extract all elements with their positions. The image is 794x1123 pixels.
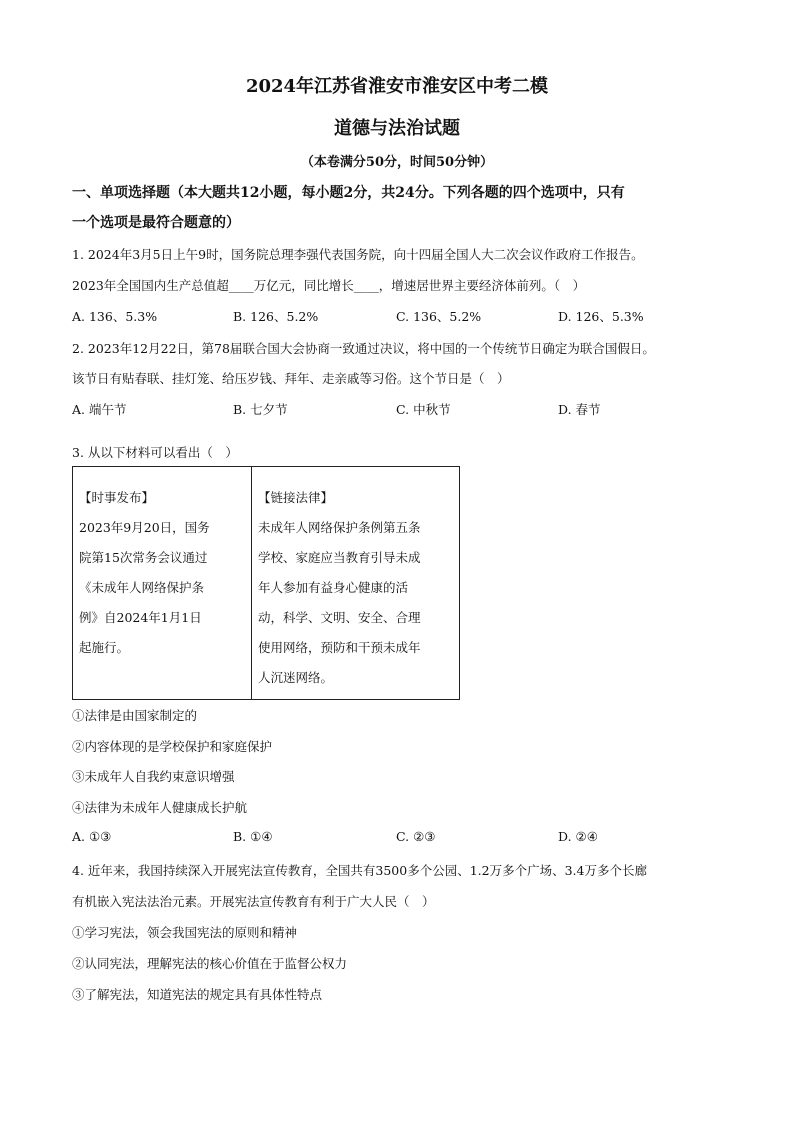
q1-stem-line2: 2023年全国国内生产总值超____万亿元，同比增长____，增速居世界主要经济体前列。（ ）	[72, 278, 586, 293]
q3-option-a: A. ①③	[72, 829, 112, 844]
q3-news-line: 起施行。	[79, 640, 130, 655]
q3-news-line: 例》自2024年1月1日	[79, 610, 202, 625]
exam-note: （本卷满分50分，时间50分钟）	[300, 155, 494, 170]
q3-law-line: 动，科学、文明、安全、合理	[258, 610, 421, 625]
q2-stem-line2: 该节日有贴春联、挂灯笼、给压岁钱、拜年、走亲戚等习俗。这个节日是（ ）	[72, 371, 510, 386]
q4-stem-line2: 有机嵌入宪法法治元素。开展宪法宣传教育有利于广大人民（ ）	[72, 894, 435, 909]
q3-statement-4: ④法律为未成年人健康成长护航	[72, 800, 248, 815]
exam-title: 2024年江苏省淮安市淮安区中考二模	[245, 76, 549, 97]
q3-law-line: 学校、家庭应当教育引导未成	[258, 550, 421, 565]
q3-material-table	[72, 466, 460, 700]
q3-law-line: 人沉迷网络。	[258, 670, 334, 685]
section1-heading-line2: 一个选项是最符合题意的）	[72, 215, 240, 231]
q1-option-b: B. 126、5.2%	[233, 309, 319, 324]
q2-option-a: A. 端午节	[72, 402, 127, 417]
q2-option-b: B. 七夕节	[233, 402, 288, 417]
q4-stem-line1: 4. 近年来，我国持续深入开展宪法宣传教育，全国共有3500多个公园、1.2万多个广场、3.4万多个长廊	[72, 863, 647, 878]
q4-statement-2: ②认同宪法，理解宪法的核心价值在于监督公权力	[72, 956, 348, 971]
q3-news-line: 《未成年人网络保护条	[79, 580, 205, 595]
q3-law-line: 未成年人网络保护条例第五条	[258, 520, 421, 535]
q3-news-cell	[73, 467, 252, 700]
q3-news-line: 2023年9月20日，国务	[79, 520, 210, 535]
q3-news-line: 院第15次常务会议通过	[79, 550, 208, 565]
q3-statement-2: ②内容体现的是学校保护和家庭保护	[72, 739, 273, 754]
q3-option-c: C. ②③	[396, 829, 436, 844]
q3-option-b: B. ①④	[233, 829, 273, 844]
q3-stem: 3. 从以下材料可以看出（ ）	[72, 445, 238, 460]
q4-statement-3: ③了解宪法，知道宪法的规定具有具体性特点	[72, 987, 323, 1002]
q1-option-a: A. 136、5.3%	[72, 309, 158, 324]
q1-option-c: C. 136、5.2%	[396, 309, 482, 324]
q3-law-line: 使用网络，预防和干预未成年	[258, 640, 421, 655]
q3-statement-3: ③未成年人自我约束意识增强	[72, 769, 235, 784]
q3-option-d: D. ②④	[558, 829, 598, 844]
q3-statement-1: ①法律是由国家制定的	[72, 708, 198, 723]
q3-law-line: 年人参加有益身心健康的活	[258, 580, 409, 595]
exam-subtitle: 道德与法治试题	[334, 118, 460, 139]
q3-law-line: 【链接法律】	[258, 490, 334, 505]
q3-law-cell	[252, 467, 460, 700]
q3-news-line: 【时事发布】	[79, 490, 155, 505]
q1-option-d: D. 126、5.3%	[558, 309, 644, 324]
q2-stem-line1: 2. 2023年12月22日，第78届联合国大会协商一致通过决议，将中国的一个传统节日确定为联合国假日。	[72, 341, 655, 356]
q2-option-c: C. 中秋节	[396, 402, 451, 417]
q2-option-d: D. 春节	[558, 402, 601, 417]
q4-statement-1: ①学习宪法，领会我国宪法的原则和精神	[72, 925, 298, 940]
q1-stem-line1: 1. 2024年3月5日上午9时，国务院总理李强代表国务院，向十四届全国人大二次会议作政府工作报告。	[72, 247, 644, 262]
section1-heading-line1: 一、单项选择题（本大题共12小题，每小题2分，共24分。下列各题的四个选项中，只有	[72, 185, 625, 201]
